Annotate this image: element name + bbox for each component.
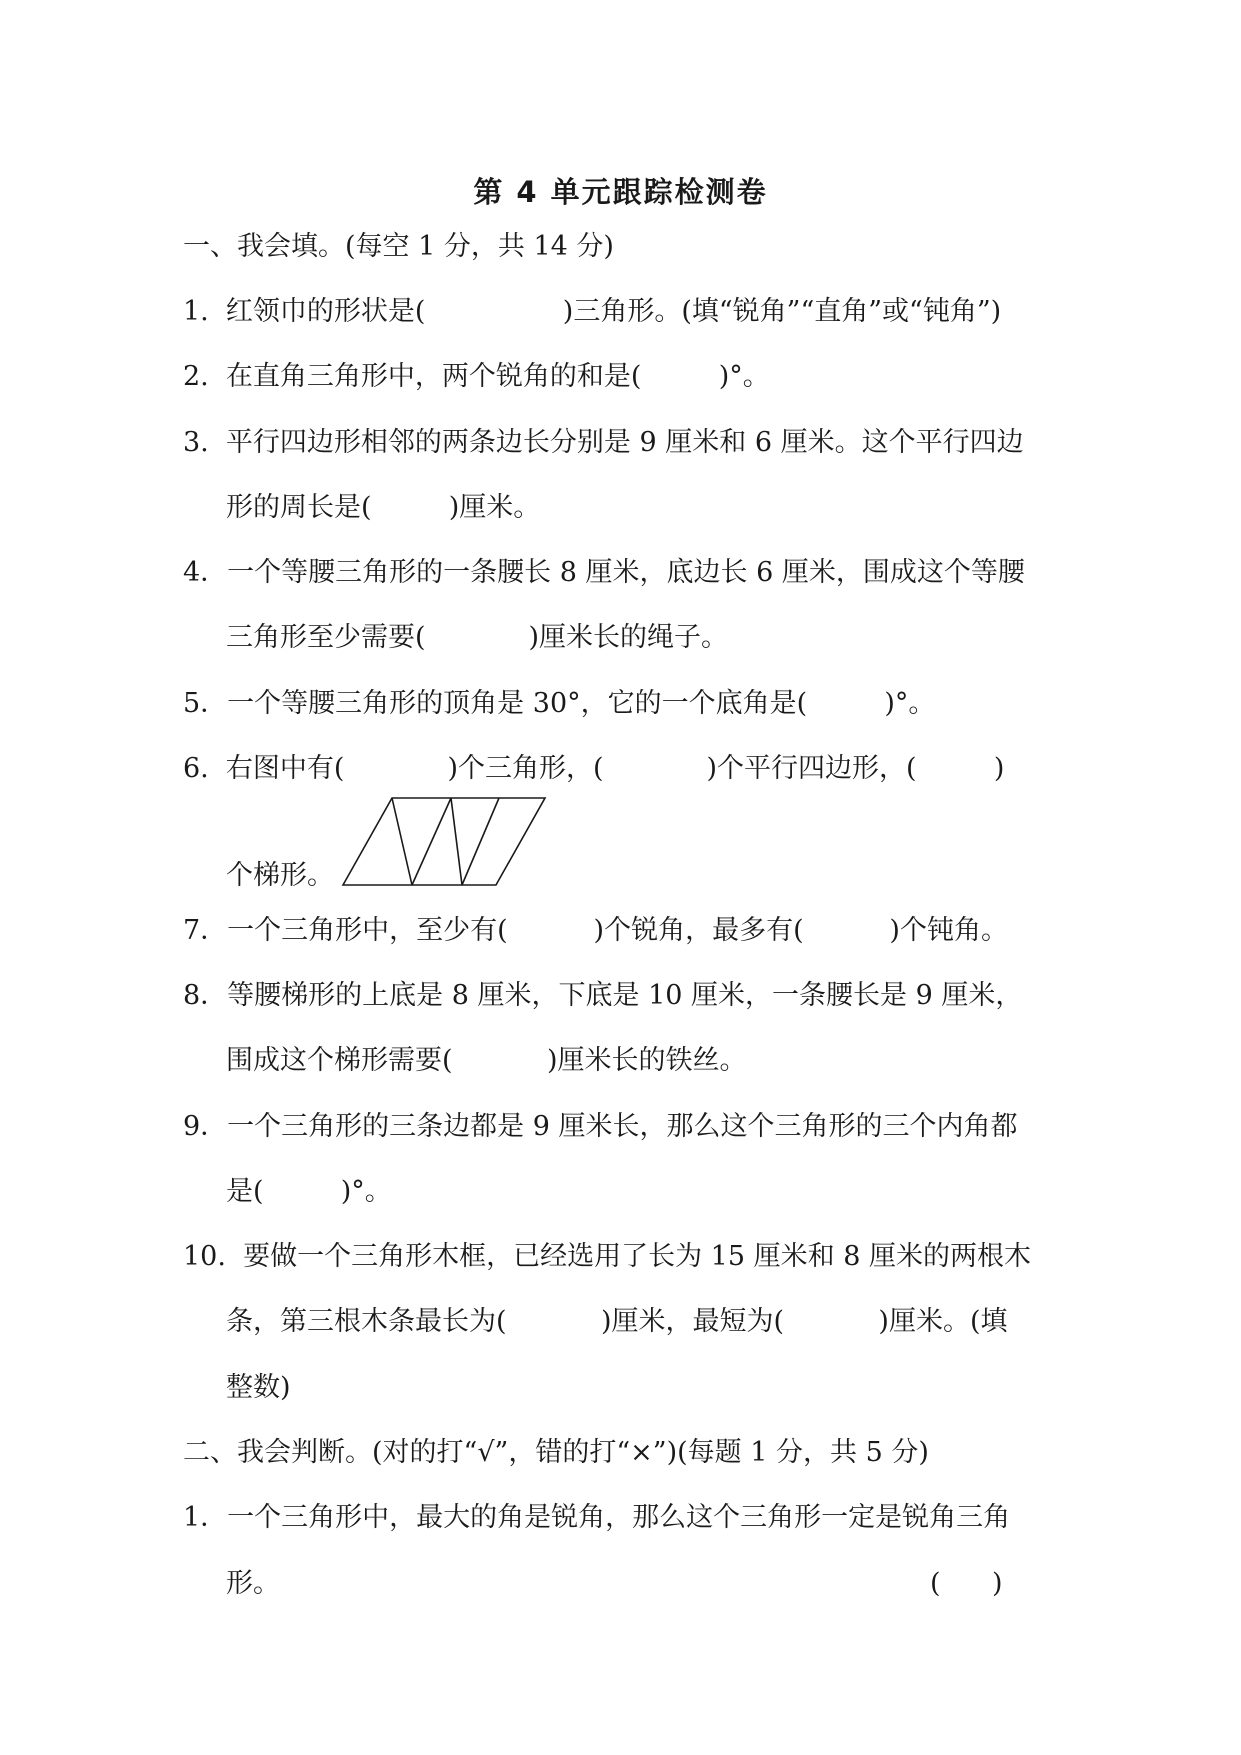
figure-segment: [451, 798, 462, 885]
figure-segment: [462, 798, 499, 885]
question-10-cont2: 整数): [226, 1372, 291, 1403]
question-9: 9．一个三角形的三条边都是 9 厘米长，那么这个三角形的三个内角都: [183, 1111, 1018, 1142]
figure-segment: [392, 798, 412, 885]
question-8: 8．等腰梯形的上底是 8 厘米，下底是 10 厘米，一条腰长是 9 厘米，: [183, 980, 1023, 1011]
section2-heading: 二、我会判断。(对的打“√”，错的打“×”)(每题 1 分，共 5 分): [183, 1437, 929, 1468]
question-10-cont: 条，第三根木条最长为( )厘米，最短为( )厘米。(填: [226, 1306, 1008, 1337]
question-4-cont: 三角形至少需要( )厘米长的绳子。: [226, 622, 729, 653]
page-title: 第 4 单元跟踪检测卷: [473, 175, 768, 209]
question-3: 3. 平行四边形相邻的两条边长分别是 9 厘米和 6 厘米。这个平行四边: [183, 427, 1024, 458]
judge-question-1: 1．一个三角形中，最大的角是锐角，那么这个三角形一定是锐角三角: [183, 1502, 1011, 1533]
judge-question-1-cont: 形。: [226, 1568, 280, 1599]
question-7: 7．一个三角形中，至少有( )个锐角，最多有( )个钝角。: [183, 915, 1008, 946]
parallelogram-figure: [340, 795, 550, 893]
question-10: 10. 要做一个三角形木框，已经选用了长为 15 厘米和 8 厘米的两根木: [183, 1241, 1031, 1272]
answer-bracket: ( ): [930, 1568, 1003, 1599]
question-1: 1. 红领巾的形状是( )三角形。(填“锐角”“直角”或“钝角”): [183, 296, 1002, 327]
question-4: 4．一个等腰三角形的一条腰长 8 厘米，底边长 6 厘米，围成这个等腰: [183, 557, 1025, 588]
question-9-cont: 是( )°。: [226, 1176, 392, 1207]
question-6-cont: 个梯形。: [226, 860, 334, 891]
question-3-cont: 形的周长是( )厘米。: [226, 492, 541, 523]
figure-segment: [412, 798, 451, 885]
question-8-cont: 围成这个梯形需要( )厘米长的铁丝。: [226, 1045, 747, 1076]
question-5: 5．一个等腰三角形的顶角是 30°，它的一个底角是( )°。: [183, 688, 936, 719]
figure-outline: [343, 798, 545, 885]
question-2: 2. 在直角三角形中，两个锐角的和是( )°。: [183, 361, 770, 392]
section1-heading: 一、我会填。(每空 1 分，共 14 分): [183, 231, 614, 262]
question-6: 6. 右图中有( )个三角形，( )个平行四边形，( ): [183, 753, 1005, 784]
